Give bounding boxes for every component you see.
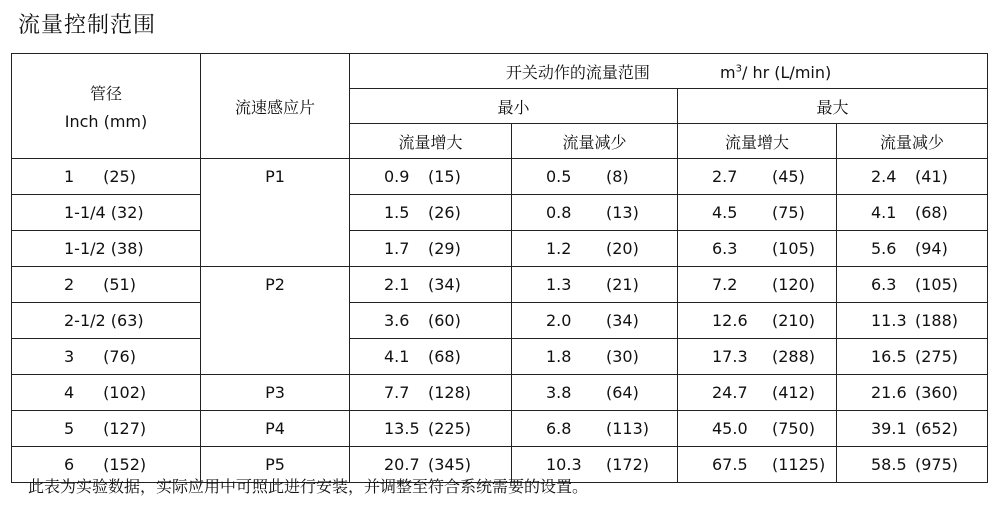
vane-header: 流速感应片 (201, 54, 350, 159)
vane-cell (201, 339, 350, 375)
min-increase-cell: 3.6 (60) (350, 303, 512, 339)
max-decrease-cell: 5.6 (94) (837, 231, 988, 267)
pipe-size-cell: 2 (51) (12, 267, 201, 303)
min-increase-cell: 0.9 (15) (350, 159, 512, 195)
max-decrease-cell: 39.1 (652) (837, 411, 988, 447)
max-decrease-cell: 21.6 (360) (837, 375, 988, 411)
max-increase-cell: 17.3 (288) (678, 339, 837, 375)
max-header: 最大 (678, 89, 988, 124)
max-decrease-cell: 11.3 (188) (837, 303, 988, 339)
pipe-size-header: 管径 Inch (mm) (12, 54, 201, 159)
max-increase-cell: 2.7 (45) (678, 159, 837, 195)
table-row (12, 303, 988, 339)
table-row (12, 195, 988, 231)
footnote: 此表为实验数据，实际应用中可照此进行安装，并调整至符合系统需要的设置。 (28, 477, 589, 496)
vane-cell: P1 (201, 159, 350, 195)
pipe-size-cell: 3 (76) (12, 339, 201, 375)
vane-cell: P3 (201, 375, 350, 411)
min-decrease-cell: 2.0 (34) (512, 303, 678, 339)
max-increase-cell: 7.2 (120) (678, 267, 837, 303)
min-decrease-header: 流量减少 (512, 124, 678, 159)
max-decrease-cell: 2.4 (41) (837, 159, 988, 195)
min-decrease-cell: 6.8 (113) (512, 411, 678, 447)
table-row (12, 267, 988, 303)
min-header: 最小 (350, 89, 678, 124)
vane-cell (201, 231, 350, 267)
min-decrease-cell: 10.3 (172) (512, 447, 678, 483)
table-row (12, 339, 988, 375)
min-increase-cell: 7.7 (128) (350, 375, 512, 411)
vane-cell: P5 (201, 447, 350, 483)
pipe-size-cell: 4 (102) (12, 375, 201, 411)
max-decrease-cell: 6.3 (105) (837, 267, 988, 303)
max-decrease-cell: 58.5 (975) (837, 447, 988, 483)
min-decrease-cell: 0.5 (8) (512, 159, 678, 195)
min-decrease-cell: 0.8 (13) (512, 195, 678, 231)
pipe-size-cell: 1-1/2 (38) (12, 231, 201, 267)
vane-cell (201, 303, 350, 339)
vane-cell (201, 195, 350, 231)
table-row (12, 411, 988, 447)
pipe-size-cell: 6 (152) (12, 447, 201, 483)
page-title: 流量控制范围 (18, 13, 157, 38)
table-row (12, 231, 988, 267)
max-increase-cell: 24.7 (412) (678, 375, 837, 411)
max-increase-cell: 67.5 (1125) (678, 447, 837, 483)
max-increase-header: 流量增大 (678, 124, 837, 159)
max-decrease-cell: 4.1 (68) (837, 195, 988, 231)
pipe-size-cell: 1 (25) (12, 159, 201, 195)
pipe-size-cell: 5 (127) (12, 411, 201, 447)
min-decrease-cell: 3.8 (64) (512, 375, 678, 411)
max-decrease-header: 流量减少 (837, 124, 988, 159)
flow-range-table (11, 53, 988, 483)
max-increase-cell: 6.3 (105) (678, 231, 837, 267)
min-decrease-cell: 1.3 (21) (512, 267, 678, 303)
pipe-size-cell: 1-1/4 (32) (12, 195, 201, 231)
unit-label: $m^3/$ hr (L/min) (720, 62, 832, 82)
min-increase-cell: 2.1 (34) (350, 267, 512, 303)
max-increase-cell: 45.0 (750) (678, 411, 837, 447)
min-increase-cell: 4.1 (68) (350, 339, 512, 375)
range-header: 开关动作的流量范围 $m^3/$ hr (L/min) (350, 54, 988, 89)
max-increase-cell: 4.5 (75) (678, 195, 837, 231)
min-increase-cell: 1.5 (26) (350, 195, 512, 231)
vane-cell: P2 (201, 267, 350, 303)
pipe-size-cell: 2-1/2 (63) (12, 303, 201, 339)
min-increase-cell: 20.7 (345) (350, 447, 512, 483)
min-decrease-cell: 1.2 (20) (512, 231, 678, 267)
min-decrease-cell: 1.8 (30) (512, 339, 678, 375)
vane-cell: P4 (201, 411, 350, 447)
min-increase-header: 流量增大 (350, 124, 512, 159)
min-increase-cell: 13.5 (225) (350, 411, 512, 447)
header-row-1 (12, 54, 988, 89)
table-row (12, 375, 988, 411)
max-increase-cell: 12.6 (210) (678, 303, 837, 339)
max-decrease-cell: 16.5 (275) (837, 339, 988, 375)
min-increase-cell: 1.7 (29) (350, 231, 512, 267)
table-row (12, 159, 988, 195)
